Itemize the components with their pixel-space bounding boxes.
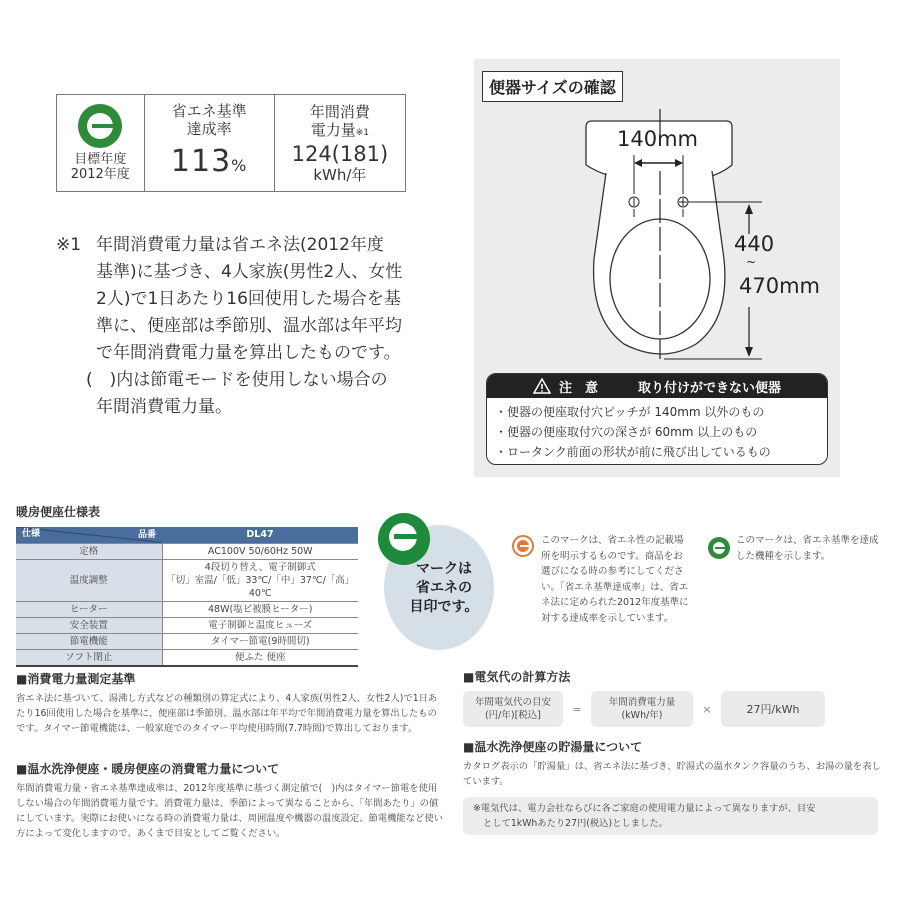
spec-value [162, 559, 358, 601]
equals-sign: = [572, 702, 582, 716]
section-title: ■温水洗浄便座の貯湯量について [463, 740, 643, 754]
warning-triangle-icon [533, 378, 551, 394]
spec-value: 電子制御と温度ヒューズ [162, 617, 358, 633]
green-e-mark-small-icon [708, 537, 730, 559]
footnote-line: 年間消費電力量は省エネ法(2012年度 [96, 235, 384, 255]
achievement-label-1: 省エネ基準 [171, 102, 247, 120]
caution-item: ・ロータンク前面の形状が前に飛び出しているもの [495, 445, 771, 459]
table-row [16, 649, 358, 666]
spec-value: AC100V 50/60Hz 50W [162, 543, 358, 559]
table-row [16, 559, 358, 601]
orange-mark-description: このマークは、省エネ性の記載場所を明示するものです。商品をお選びになる時の参考にしてください。「省エネ基準達成率」は、省エネ法に定められた2012年度基準に対する達成率を示しています。 [541, 535, 689, 624]
cost-formula [463, 691, 883, 727]
cost-note-box [463, 797, 878, 835]
footnote-line: 基準)に基づき、4人家族(男性2人、女性 [96, 262, 403, 282]
percent-unit: % [231, 156, 248, 175]
section-body: カタログ表示の「貯湯量」は、省エネ法に基づき、貯湯式の温水タンク容量のうち、お湯の量を表しています。 [463, 761, 881, 787]
bubble-line: 省エネの [416, 580, 472, 596]
section-body: 年間消費電力量・省エネ基準達成率は、2012年度基準に基づく測定値で( )内はタイマー節電を使用しない場合の年間消費電力量です。消費電力量は、季節によって異なることから、「年間あたり」の値にしています。実際にお使いになる時の消費電力量は、周囲温度や機器の温度設定、節電機能など使い方によって変化しますので、あくまで目安としてご覧ください。 [16, 783, 443, 839]
footnote-ref: ※1 [355, 127, 370, 138]
spec-header-left: 仕様 [22, 529, 41, 540]
toilet-size-panel [474, 59, 840, 477]
caution-item: ・便器の便座取付穴の深さが 60mm 以上のもの [495, 425, 758, 439]
spec-value-line: 「切」室温/「低」33℃/「中」37℃/「高」40℃ [166, 574, 355, 599]
spec-key: 定格 [16, 543, 162, 559]
achievement-rate-value [171, 144, 247, 184]
spec-header-corner [16, 527, 162, 543]
section-title: ■温水洗浄便座・暖房便座の消費電力量について [16, 762, 280, 776]
box-line: (kWh/年) [621, 710, 663, 721]
footnote-mark: ※1 [56, 235, 82, 255]
cost-calc-section [463, 668, 883, 727]
section-title: ■消費電力量測定基準 [16, 672, 136, 686]
box-line: 年間消費電力量 [608, 697, 676, 708]
table-row [16, 633, 358, 649]
section-body: 省エネ法に基づいて、湯沸し方式などの種類別の算定式により、4人家族(男性2人、女性2人)で1日あたり16回使用した場合を基準に、便座部は季節別、温水部は年平均で年間消費電力量を算出したものです。タイマー節電機能は、一般家庭でのタイマー平均使用時間(7.7時間)で算出しております。 [16, 693, 438, 734]
footnote-body [96, 232, 456, 367]
size-check-title: 便器サイズの確認 [482, 71, 623, 102]
spec-key: 安全装置 [16, 617, 162, 633]
footnote-line: 2人)で1日あたり16回使用した場合を基 [96, 289, 401, 309]
caution-label: 注 意 [558, 380, 598, 396]
depth-label-2: 470mm [739, 274, 820, 298]
spec-header-model: DL47 [162, 527, 358, 543]
energy-label-box [56, 94, 406, 192]
target-year-value: 2012年度 [70, 167, 130, 182]
section-title: ■電気代の計算方法 [463, 670, 571, 684]
table-row [16, 617, 358, 633]
spec-key: 温度調整 [16, 559, 162, 601]
eco-bubble-text [396, 560, 492, 617]
caution-list [487, 398, 827, 465]
footnote-row [56, 232, 456, 367]
caution-box [486, 373, 828, 465]
depth-label-tilde: ~ [746, 255, 757, 269]
spec-table [16, 527, 358, 667]
spec-value-line: 4段切り替え、電子制御式 [204, 561, 316, 573]
caution-item: ・便器の便座取付穴ピッチが 140mm 以外のもの [495, 405, 765, 419]
consumption-label-2 [311, 121, 369, 142]
consumption-section [16, 760, 446, 841]
spec-table-header [16, 527, 358, 543]
green-mark-description: このマークは、省エネ基準を達成した機種を示します。 [736, 535, 879, 562]
consumption-value: 124(181) [291, 141, 389, 166]
spec-table-title: 暖房便座仕様表 [16, 505, 101, 519]
measurement-section [16, 670, 446, 736]
box-line: 年間電気代の目安 [474, 697, 551, 708]
large-green-e-mark-icon [378, 513, 430, 565]
spec-value: タイマー節電(9時間切) [162, 633, 358, 649]
achievement-number: 113 [170, 144, 232, 179]
note-line: として1kWhあたり27円(税込)としました。 [483, 818, 668, 829]
spec-value: 便ふた 便座 [162, 649, 358, 666]
caution-title: 取り付けができない便器 [638, 380, 782, 396]
annual-cost-box [463, 691, 563, 727]
times-sign: × [702, 702, 712, 716]
toilet-diagram [474, 59, 840, 369]
consumption-unit: kWh/年 [313, 165, 367, 184]
spec-key: ヒーター [16, 601, 162, 617]
target-year-cell [57, 95, 145, 191]
achievement-rate-cell [145, 95, 275, 191]
note-line: ※電気代は、電力会社ならびに各ご家庭の使用電力量によって異なりますが、目安 [473, 803, 816, 814]
caution-header [487, 374, 827, 398]
consumption-label-text: 電力量 [310, 120, 356, 139]
box-line: (円/年)[税込] [484, 710, 541, 721]
orange-e-mark-icon [512, 535, 534, 557]
achievement-label-2: 達成率 [186, 120, 232, 138]
footnote-paren-line: ( )内は節電モードを使用しない場合の [86, 370, 388, 390]
green-e-mark-icon [78, 104, 122, 148]
table-row [16, 601, 358, 617]
footnote-line: で年間消費電力量を算出したものです。 [96, 343, 401, 363]
footnote [56, 232, 456, 421]
spec-value: 48W(塩ビ被膜ヒーター) [162, 601, 358, 617]
target-year-label: 目標年度 [74, 152, 127, 167]
spec-header-right: 品番 [137, 530, 156, 540]
bubble-line: 目印です。 [409, 599, 479, 615]
bubble-line: マークは [416, 561, 472, 577]
pitch-label: 140mm [617, 127, 698, 151]
spec-key: 節電機能 [16, 633, 162, 649]
spec-key: ソフト閉止 [16, 649, 162, 666]
storage-section [463, 738, 883, 835]
unit-price-box: 27円/kWh [721, 691, 825, 727]
consumption-label-1: 年間消費 [309, 102, 370, 121]
annual-consumption-cell [275, 95, 405, 191]
footnote-line: 準に、便座部は季節別、温水部は年平均 [96, 316, 402, 336]
annual-consumption-box [591, 691, 693, 727]
footnote-last-line: 年間消費電力量。 [96, 397, 232, 417]
depth-label-1: 440 [734, 232, 775, 256]
table-row [16, 543, 358, 559]
